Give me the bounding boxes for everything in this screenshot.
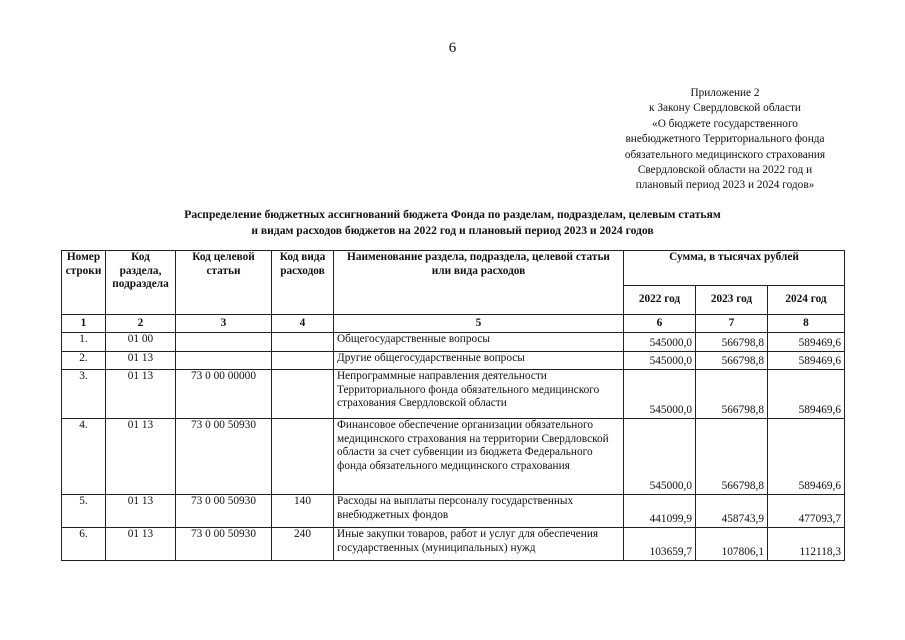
header-row-number: Номер строки [62,251,106,315]
expense-kind-code [272,352,334,370]
appendix-line: Приложение 2 [690,87,760,99]
expense-kind-code: 140 [272,495,334,528]
document-title [60,207,845,239]
expense-kind-code [272,370,334,419]
row-name: Финансовое обеспечение организации обязательного медицинского страхования на территории Свердловской области за счет субвенции из бюджета Федерального фонда обязательного медицинского страхования [334,419,624,495]
column-number: 4 [272,315,334,333]
amount-2022: 103659,7 [624,528,696,561]
budget-table [61,250,845,561]
header-section-code: Код раздела, подраздела [106,251,176,315]
amount-2023: 566798,8 [696,370,768,419]
row-number: 3. [62,370,106,419]
title-line: и видам расходов бюджетов на 2022 год и плановый период 2023 и 2024 годов [251,224,654,237]
section-code: 01 13 [106,495,176,528]
appendix-line: Свердловской области на 2022 год и [637,164,813,177]
target-code: 73 0 00 50930 [176,495,272,528]
amount-2024: 589469,6 [768,352,845,370]
row-name: Иные закупки товаров, работ и услуг для обеспечения государственных (муниципальных) нужд [334,528,624,561]
section-code: 01 13 [106,528,176,561]
amount-2024: 589469,6 [768,370,845,419]
appendix-line: плановый период 2023 и 2024 годов» [635,179,815,192]
header-target-code: Код целевой статьи [176,251,272,315]
amount-2024: 112118,3 [768,528,845,561]
column-number: 3 [176,315,272,333]
row-number: 6. [62,528,106,561]
table-row [62,370,845,419]
row-name: Другие общегосударственные вопросы [334,352,624,370]
section-code: 01 13 [106,352,176,370]
amount-2022: 545000,0 [624,352,696,370]
expense-kind-code: 240 [272,528,334,561]
amount-2022: 545000,0 [624,333,696,352]
target-code: 73 0 00 50930 [176,528,272,561]
table-row [62,528,845,561]
column-number: 7 [696,315,768,333]
amount-2023: 107806,1 [696,528,768,561]
page-number: 6 [448,40,457,56]
amount-2022: 441099,9 [624,495,696,528]
expense-kind-code [272,419,334,495]
column-number: 8 [768,315,845,333]
target-code: 73 0 00 00000 [176,370,272,419]
table-row [62,495,845,528]
section-code: 01 13 [106,370,176,419]
header-sum: Сумма, в тысячах рублей [624,251,845,286]
row-number: 2. [62,352,106,370]
amount-2023: 458743,9 [696,495,768,528]
amount-2023: 566798,8 [696,419,768,495]
amount-2023: 566798,8 [696,352,768,370]
target-code: 73 0 00 50930 [176,419,272,495]
amount-2022: 545000,0 [624,370,696,419]
column-number: 6 [624,315,696,333]
appendix-line: к Закону Свердловской области [649,102,801,115]
row-number: 5. [62,495,106,528]
header-expense-kind-code: Код вида расходов [272,251,334,315]
row-name: Расходы на выплаты персоналу государственных внебюджетных фондов [334,495,624,528]
row-number: 1. [62,333,106,352]
appendix-header [590,86,860,194]
table-row [62,333,845,352]
amount-2024: 589469,6 [768,419,845,495]
target-code [176,352,272,370]
section-code: 01 00 [106,333,176,352]
appendix-line: «О бюджете государственного [652,117,798,130]
expense-kind-code [272,333,334,352]
amount-2024: 477093,7 [768,495,845,528]
table-row [62,352,845,370]
header-year-2024: 2024 год [768,286,845,315]
column-number: 2 [106,315,176,333]
amount-2022: 545000,0 [624,419,696,495]
column-number: 1 [62,315,106,333]
section-code: 01 13 [106,419,176,495]
row-number: 4. [62,419,106,495]
amount-2024: 589469,6 [768,333,845,352]
target-code [176,333,272,352]
appendix-line: внебюджетного Территориального фонда [625,133,825,146]
header-year-2023: 2023 год [696,286,768,315]
column-number-row [62,315,845,333]
row-name: Общегосударственные вопросы [334,333,624,352]
title-line: Распределение бюджетных ассигнований бюджета Фонда по разделам, подразделам, целевым статьям [184,208,721,221]
appendix-line: обязательного медицинского страхования [624,148,826,161]
table-row [62,419,845,495]
row-name: Непрограммные направления деятельности Территориального фонда обязательного медицинского страхования Свердловской области [334,370,624,419]
header-year-2022: 2022 год [624,286,696,315]
amount-2023: 566798,8 [696,333,768,352]
header-name: Наименование раздела, подраздела, целевой статьи или вида расходов [334,251,624,315]
column-number: 5 [334,315,624,333]
